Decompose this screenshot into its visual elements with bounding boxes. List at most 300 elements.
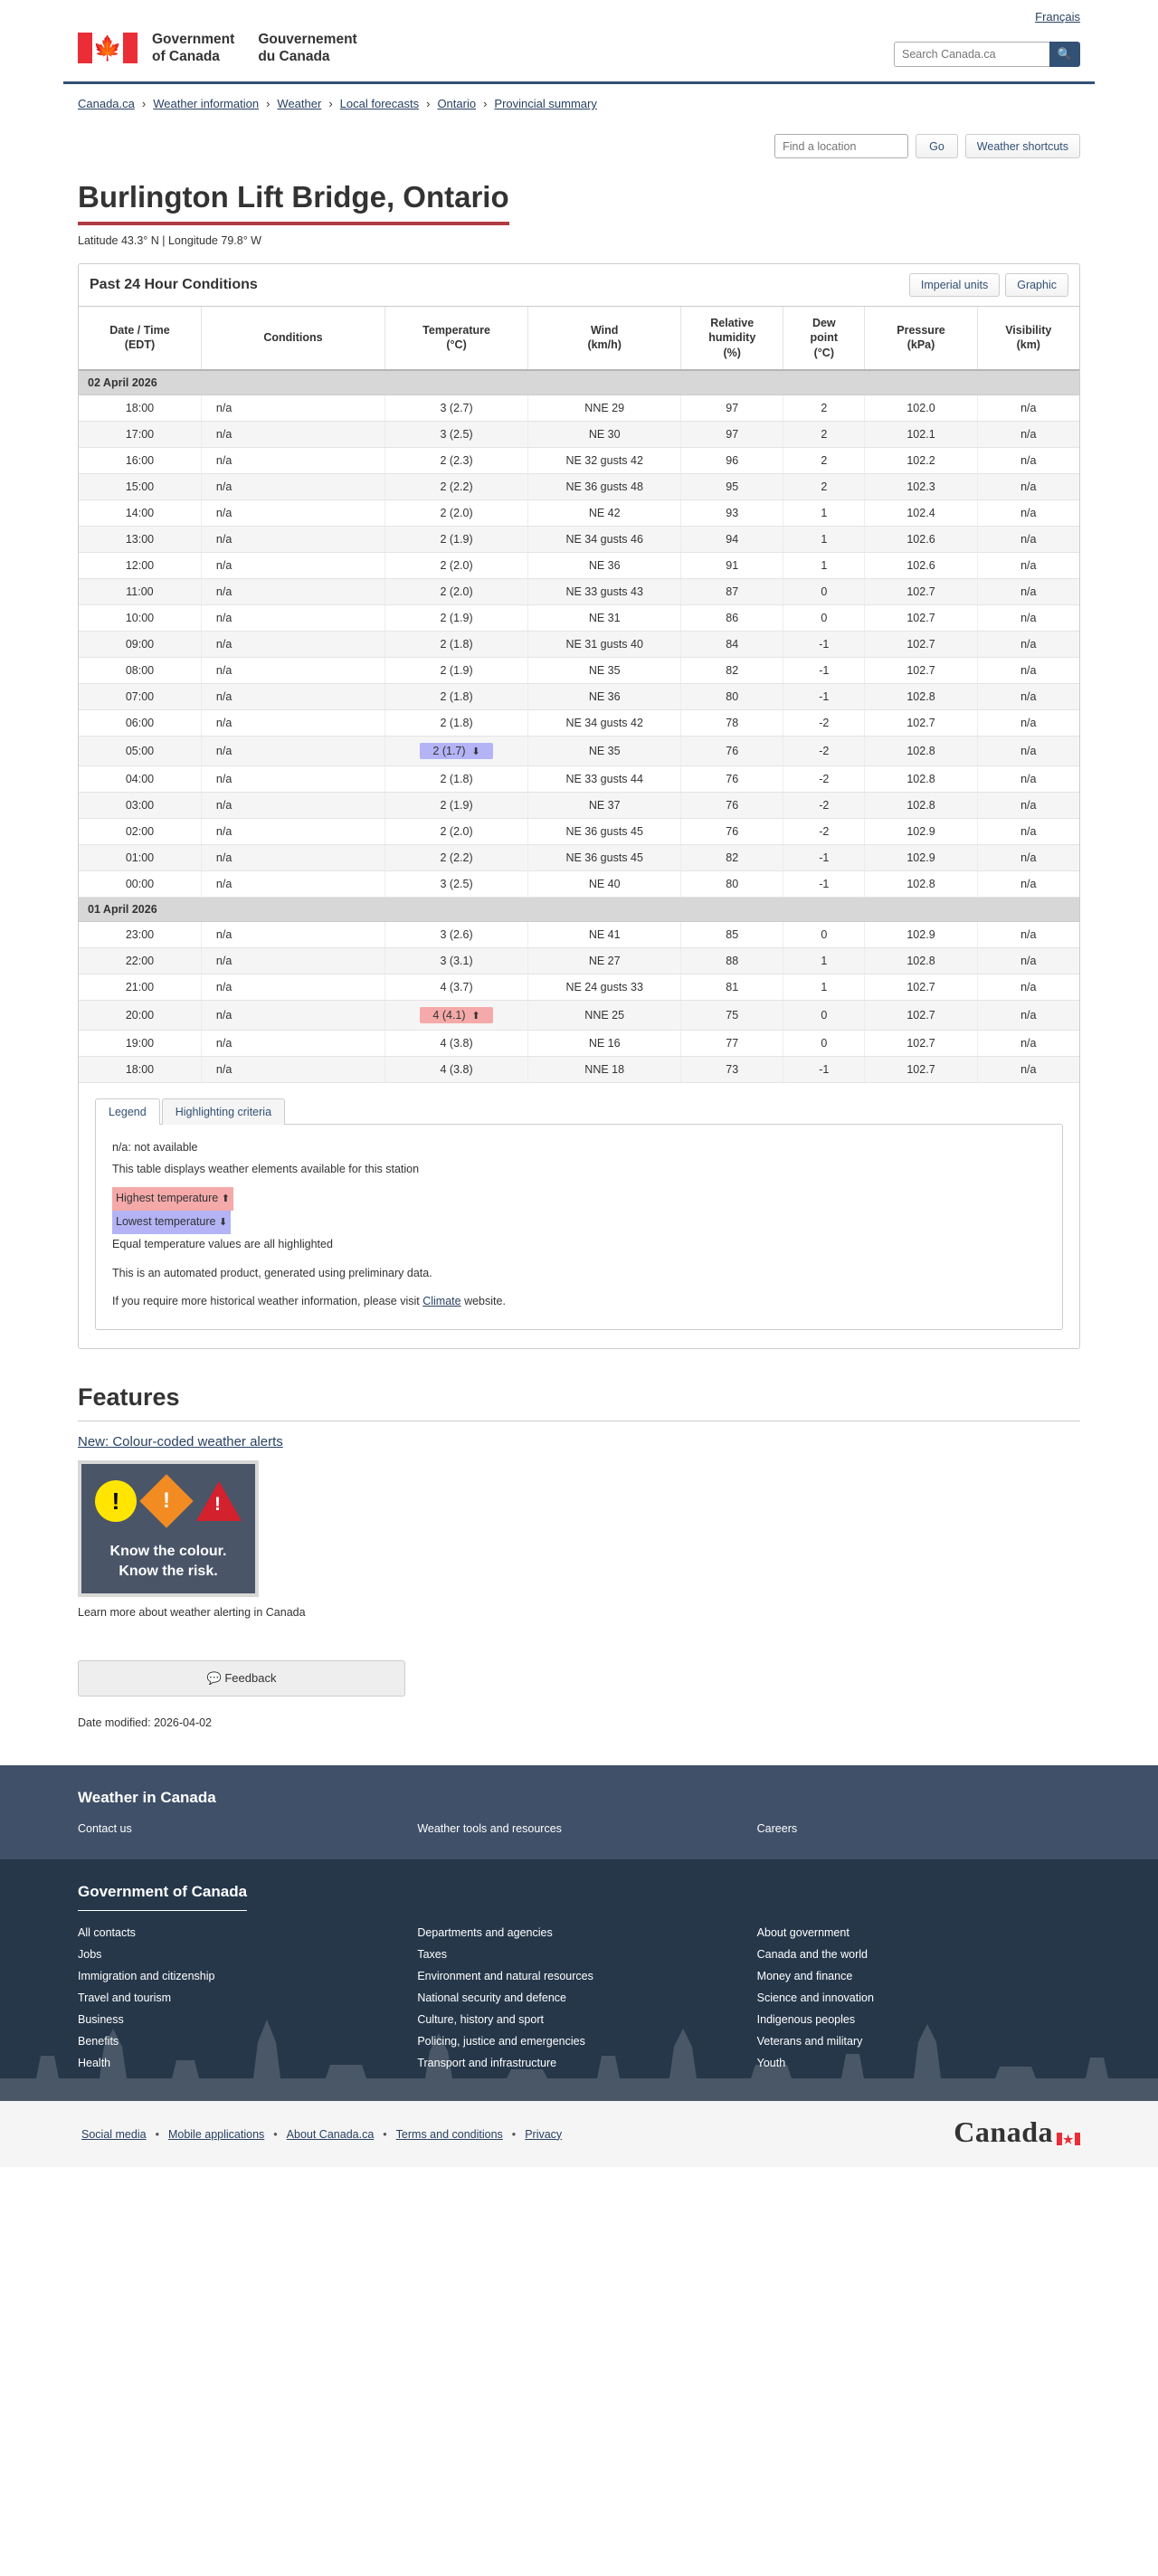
breadcrumb-link-provincial-summary[interactable]: › Provincial summary — [494, 97, 597, 110]
feedback-label: Feedback — [224, 1671, 277, 1686]
search-button[interactable] — [1049, 42, 1080, 67]
cell-pressure: 102.9 — [865, 818, 977, 844]
table-row — [79, 818, 1079, 844]
table-row — [79, 447, 1079, 473]
cell-pressure: 102.8 — [865, 683, 977, 709]
cell-conditions: n/a — [201, 578, 384, 604]
cell-dewpoint: 0 — [783, 1000, 865, 1030]
cell-temperature: 2 (2.0) — [385, 499, 528, 526]
table-head — [79, 307, 1079, 370]
column-header-visibility: Visibility (km) — [977, 307, 1079, 370]
cell-wind: NE 30 — [528, 421, 681, 447]
cell-conditions: n/a — [201, 499, 384, 526]
footer-link-departments[interactable]: Departments and agencies — [417, 1926, 553, 1940]
cell-humidity: 96 — [681, 447, 783, 473]
cell-temperature: 2 (1.9) — [385, 526, 528, 552]
cell-datetime: 17:00 — [79, 421, 201, 447]
table-row — [79, 499, 1079, 526]
cell-dewpoint: -2 — [783, 709, 865, 736]
arrow-down-icon: ⬇ — [218, 1217, 228, 1228]
cell-datetime: 07:00 — [79, 683, 201, 709]
cell-conditions: n/a — [201, 818, 384, 844]
breadcrumb-link-canada[interactable]: Canada.ca — [78, 97, 135, 110]
cell-visibility: n/a — [977, 683, 1079, 709]
footer-link-benefits[interactable]: Benefits — [78, 2035, 119, 2048]
footer-link-culture[interactable]: Culture, history and sport — [417, 2013, 544, 2027]
table-row — [79, 394, 1079, 421]
footer-link-national-security[interactable]: National security and defence — [417, 1991, 567, 2005]
cell-visibility: n/a — [977, 657, 1079, 683]
table-date-group-row — [79, 370, 1079, 395]
promo-text — [90, 1542, 246, 1581]
legend-tabs — [95, 1098, 1063, 1124]
cell-visibility: n/a — [977, 709, 1079, 736]
cell-dewpoint: 0 — [783, 1030, 865, 1056]
cell-temperature: 3 (2.7) — [385, 394, 528, 421]
legend-low-row — [112, 1211, 1046, 1234]
site-header — [63, 24, 1095, 81]
arrow-up-icon: ⬆ — [221, 1193, 230, 1205]
cell-visibility: n/a — [977, 1030, 1079, 1056]
legend-climate-line — [112, 1291, 1046, 1313]
cell-temperature: 2 (1.8) — [385, 765, 528, 792]
breadcrumb-item — [419, 97, 476, 110]
footer-link-transport[interactable]: Transport and infrastructure — [417, 2057, 557, 2070]
cell-conditions: n/a — [201, 604, 384, 631]
table-date-label: 02 April 2026 — [79, 370, 1079, 395]
cell-humidity: 85 — [681, 921, 783, 947]
breadcrumb-link-weather-information[interactable]: › Weather information — [153, 97, 260, 110]
cell-datetime: 18:00 — [79, 1056, 201, 1082]
cell-humidity: 75 — [681, 1000, 783, 1030]
legend-climate-post: website. — [460, 1295, 506, 1308]
cell-temperature: 2 (1.8) — [385, 709, 528, 736]
cell-pressure: 102.0 — [865, 394, 977, 421]
cell-temperature: 4 (3.8) — [385, 1056, 528, 1082]
cell-dewpoint: -1 — [783, 683, 865, 709]
cell-wind: NE 32 gusts 42 — [528, 447, 681, 473]
cell-visibility: n/a — [977, 818, 1079, 844]
cell-pressure: 102.8 — [865, 947, 977, 974]
legend-low-chip: Lowest temperature ⬇ — [112, 1211, 231, 1234]
cell-humidity: 84 — [681, 631, 783, 657]
government-wordmark — [152, 31, 357, 66]
footer-government-links — [78, 1922, 1080, 2074]
cell-conditions: n/a — [201, 526, 384, 552]
cell-visibility: n/a — [977, 947, 1079, 974]
feedback-button[interactable] — [78, 1660, 405, 1697]
cell-datetime: 06:00 — [79, 709, 201, 736]
cell-temperature: 3 (2.5) — [385, 870, 528, 897]
cell-datetime: 12:00 — [79, 552, 201, 578]
breadcrumb-item — [476, 97, 597, 110]
footer-link-terms[interactable]: Terms and conditions — [395, 2127, 503, 2141]
cell-datetime: 13:00 — [79, 526, 201, 552]
cell-pressure: 102.4 — [865, 499, 977, 526]
column-header-humidity: Relative humidity (%) — [681, 307, 783, 370]
cell-humidity: 76 — [681, 765, 783, 792]
breadcrumb-link-ontario[interactable]: › Ontario — [437, 97, 477, 110]
footer-link-science[interactable]: Science and innovation — [756, 1991, 874, 2005]
table-row — [79, 974, 1079, 1000]
cell-temperature: 3 (3.1) — [385, 947, 528, 974]
cell-temperature: 2 (1.8) — [385, 631, 528, 657]
canada-wordmark-text: Canada — [954, 2115, 1053, 2149]
footer-link-indigenous[interactable]: Indigenous peoples — [756, 2013, 856, 2027]
table-row — [79, 1056, 1079, 1082]
footer-column-1 — [78, 1922, 401, 2074]
footer-link-all-contacts[interactable]: All contacts — [78, 1926, 136, 1940]
cell-humidity: 91 — [681, 552, 783, 578]
cell-pressure: 102.7 — [865, 604, 977, 631]
cell-pressure: 102.3 — [865, 473, 977, 499]
breadcrumb-link-weather[interactable]: › Weather — [277, 97, 322, 110]
table-row — [79, 736, 1079, 765]
legend-high-row — [112, 1187, 1046, 1211]
table-row — [79, 631, 1079, 657]
cell-pressure: 102.7 — [865, 631, 977, 657]
footer-link-careers[interactable]: Careers — [756, 1822, 798, 1836]
footer-column-2 — [417, 1922, 740, 2074]
cell-datetime: 00:00 — [79, 870, 201, 897]
cell-dewpoint: 2 — [783, 394, 865, 421]
cell-dewpoint: 2 — [783, 421, 865, 447]
page-title: Burlington Lift Bridge, Ontario — [78, 180, 509, 225]
table-row — [79, 421, 1079, 447]
footer-link-immigration[interactable]: Immigration and citizenship — [78, 1970, 215, 1983]
table-row — [79, 604, 1079, 631]
cell-humidity: 97 — [681, 394, 783, 421]
footer-link-contact-us[interactable]: Contact us — [78, 1822, 132, 1836]
table-date-label: 01 April 2026 — [79, 897, 1079, 921]
climate-link[interactable]: Climate — [422, 1295, 461, 1308]
table-row — [79, 552, 1079, 578]
legend-high-chip: Highest temperature ⬆ — [112, 1187, 233, 1211]
cell-visibility: n/a — [977, 394, 1079, 421]
cell-humidity: 76 — [681, 818, 783, 844]
cell-temperature: 2 (2.2) — [385, 473, 528, 499]
tab-highlighting-criteria[interactable]: Highlighting criteria — [162, 1098, 285, 1125]
footer-weather-heading: Weather in Canada — [78, 1789, 216, 1807]
cell-datetime: 14:00 — [79, 499, 201, 526]
cell-dewpoint: -2 — [783, 792, 865, 818]
brand-block — [78, 31, 357, 66]
breadcrumb-item — [135, 97, 259, 110]
cell-conditions: n/a — [201, 1056, 384, 1082]
cell-dewpoint: -2 — [783, 818, 865, 844]
canada-wordmark — [954, 2115, 1080, 2153]
cell-conditions: n/a — [201, 1030, 384, 1056]
cell-dewpoint: 1 — [783, 552, 865, 578]
cell-visibility: n/a — [977, 631, 1079, 657]
cell-wind: NE 42 — [528, 499, 681, 526]
cell-humidity: 86 — [681, 604, 783, 631]
location-search-input[interactable] — [774, 134, 908, 158]
cell-dewpoint: 1 — [783, 947, 865, 974]
cell-conditions: n/a — [201, 921, 384, 947]
column-header-datetime: Date / Time (EDT) — [79, 307, 201, 370]
cell-datetime: 11:00 — [79, 578, 201, 604]
cell-humidity: 81 — [681, 974, 783, 1000]
cell-temperature: 2 (1.9) — [385, 604, 528, 631]
table-row — [79, 578, 1079, 604]
yellow-alert-icon: ! — [95, 1480, 137, 1522]
footer-link-mobile-applications[interactable]: Mobile applications — [167, 2127, 265, 2141]
coordinates-text: Latitude 43.3° N | Longitude 79.8° W — [78, 234, 261, 247]
table-row — [79, 526, 1079, 552]
promo-line-2: Know the risk. — [119, 1563, 218, 1579]
location-go-button[interactable]: Go — [916, 134, 958, 158]
cell-humidity: 87 — [681, 578, 783, 604]
search-icon: 🔍 — [1057, 47, 1073, 61]
table-row — [79, 473, 1079, 499]
search-input[interactable] — [894, 42, 1049, 67]
table-row — [79, 657, 1079, 683]
cell-datetime: 18:00 — [79, 394, 201, 421]
cell-humidity: 78 — [681, 709, 783, 736]
cell-pressure: 102.9 — [865, 921, 977, 947]
cell-datetime: 15:00 — [79, 473, 201, 499]
cell-dewpoint: -1 — [783, 844, 865, 870]
cell-visibility: n/a — [977, 473, 1079, 499]
cell-wind: NE 37 — [528, 792, 681, 818]
legend-climate-pre: If you require more historical weather information, please visit — [112, 1295, 423, 1308]
cell-pressure: 102.2 — [865, 447, 977, 473]
table-row — [79, 709, 1079, 736]
cell-humidity: 76 — [681, 792, 783, 818]
cell-pressure: 102.7 — [865, 1056, 977, 1082]
cell-dewpoint: 1 — [783, 526, 865, 552]
legend-panel — [95, 1124, 1063, 1330]
cell-pressure: 102.7 — [865, 1030, 977, 1056]
footer-link-about-canada-ca[interactable]: About Canada.ca — [286, 2127, 375, 2141]
table-body — [79, 370, 1079, 1083]
cell-dewpoint: 0 — [783, 921, 865, 947]
cell-visibility: n/a — [977, 526, 1079, 552]
cell-wind: NE 31 gusts 40 — [528, 631, 681, 657]
cell-dewpoint: 0 — [783, 604, 865, 631]
cell-wind: NE 27 — [528, 947, 681, 974]
cell-wind: NE 34 gusts 42 — [528, 709, 681, 736]
cell-pressure: 102.7 — [865, 657, 977, 683]
cell-temperature: 3 (2.5) — [385, 421, 528, 447]
cell-wind: NE 41 — [528, 921, 681, 947]
column-header-conditions: Conditions — [201, 307, 384, 370]
cell-wind: NNE 25 — [528, 1000, 681, 1030]
weather-shortcuts-button[interactable]: Weather shortcuts — [965, 134, 1080, 158]
cell-visibility: n/a — [977, 552, 1079, 578]
footer-link-taxes[interactable]: Taxes — [417, 1948, 447, 1962]
footer-link-travel[interactable]: Travel and tourism — [78, 1991, 172, 2005]
canada-flag-icon-small — [1057, 2119, 1080, 2153]
table-row — [79, 792, 1079, 818]
cell-visibility: n/a — [977, 736, 1079, 765]
footer-link-money[interactable]: Money and finance — [756, 1970, 853, 1983]
footer-link-health[interactable]: Health — [78, 2057, 111, 2070]
cell-humidity: 80 — [681, 870, 783, 897]
cell-wind: NE 36 gusts 45 — [528, 818, 681, 844]
cell-pressure: 102.7 — [865, 578, 977, 604]
orange-alert-icon: ! — [139, 1474, 193, 1527]
table-row — [79, 844, 1079, 870]
cell-wind: NE 35 — [528, 736, 681, 765]
cell-dewpoint: 1 — [783, 974, 865, 1000]
cell-pressure: 102.1 — [865, 421, 977, 447]
column-header-temperature: Temperature (°C) — [385, 307, 528, 370]
cell-pressure: 102.7 — [865, 974, 977, 1000]
panel-header — [79, 264, 1079, 307]
cell-pressure: 102.8 — [865, 736, 977, 765]
breadcrumb-item — [78, 97, 135, 110]
cell-pressure: 102.9 — [865, 844, 977, 870]
conditions-table — [79, 307, 1079, 1083]
cell-wind: NE 40 — [528, 870, 681, 897]
legend-na-text: n/a: not available — [112, 1140, 198, 1154]
cell-datetime: 08:00 — [79, 657, 201, 683]
footer-link-social-media[interactable]: Social media — [81, 2127, 147, 2141]
cell-temperature: 2 (2.3) — [385, 447, 528, 473]
footer-bottom-bar — [0, 2101, 1158, 2167]
column-header-dewpoint: Dew point (°C) — [783, 307, 865, 370]
cell-datetime: 03:00 — [79, 792, 201, 818]
cell-humidity: 77 — [681, 1030, 783, 1056]
cell-temperature: 2 (1.9) — [385, 792, 528, 818]
promo-icons — [90, 1480, 246, 1522]
cell-conditions: n/a — [201, 709, 384, 736]
cell-temperature: 4 (4.1) ⬆ — [385, 1000, 528, 1030]
cell-datetime: 22:00 — [79, 947, 201, 974]
feature-link-colour-coded-alerts[interactable]: New: Colour-coded weather alerts — [78, 1434, 283, 1450]
cell-dewpoint: -1 — [783, 870, 865, 897]
cell-dewpoint: 2 — [783, 473, 865, 499]
cell-wind: NE 33 gusts 44 — [528, 765, 681, 792]
cell-conditions: n/a — [201, 736, 384, 765]
cell-conditions: n/a — [201, 844, 384, 870]
cell-temperature: 2 (2.0) — [385, 818, 528, 844]
cell-datetime: 04:00 — [79, 765, 201, 792]
cell-dewpoint: -1 — [783, 631, 865, 657]
cell-pressure: 102.8 — [865, 765, 977, 792]
footer-link-canada-world[interactable]: Canada and the world — [756, 1948, 868, 1962]
cell-humidity: 97 — [681, 421, 783, 447]
graphic-view-button[interactable]: Graphic — [1005, 273, 1068, 297]
footer-link-youth[interactable]: Youth — [756, 2057, 786, 2070]
cell-visibility: n/a — [977, 1000, 1079, 1030]
cell-datetime: 16:00 — [79, 447, 201, 473]
cell-temperature: 4 (3.7) — [385, 974, 528, 1000]
main-content — [63, 114, 1095, 1729]
footer-link-environment[interactable]: Environment and natural resources — [417, 1970, 593, 1983]
footer-link-business[interactable]: Business — [78, 2013, 124, 2027]
cell-temperature: 2 (2.2) — [385, 844, 528, 870]
cell-dewpoint: 0 — [783, 578, 865, 604]
cell-conditions: n/a — [201, 473, 384, 499]
features-heading: Features — [78, 1383, 1080, 1421]
cell-conditions: n/a — [201, 552, 384, 578]
promo-card[interactable] — [78, 1460, 259, 1597]
footer-bottom-links: Social media • Mobile applications • About Canada.ca • Terms and conditions • Privacy — [81, 2127, 563, 2141]
legend-section — [79, 1083, 1079, 1348]
cell-temperature: 2 (1.7) ⬇ — [385, 736, 528, 765]
cell-wind: NE 16 — [528, 1030, 681, 1056]
cell-visibility: n/a — [977, 1056, 1079, 1082]
footer-link-privacy[interactable]: Privacy — [525, 2127, 563, 2141]
imperial-units-button[interactable]: Imperial units — [909, 273, 1000, 297]
cell-conditions: n/a — [201, 1000, 384, 1030]
breadcrumb-item — [321, 97, 419, 110]
cell-humidity: 82 — [681, 657, 783, 683]
table-row — [79, 1000, 1079, 1030]
cell-visibility: n/a — [977, 974, 1079, 1000]
cell-datetime: 23:00 — [79, 921, 201, 947]
cell-temperature: 4 (3.8) — [385, 1030, 528, 1056]
cell-pressure: 102.6 — [865, 552, 977, 578]
column-header-pressure: Pressure (kPa) — [865, 307, 977, 370]
cell-humidity: 88 — [681, 947, 783, 974]
cell-pressure: 102.7 — [865, 1000, 977, 1030]
cell-conditions: n/a — [201, 870, 384, 897]
wordmark-en: Government of Canada — [152, 32, 235, 65]
language-toggle-link[interactable]: Français — [1035, 10, 1080, 24]
cell-datetime: 02:00 — [79, 818, 201, 844]
comment-icon: 💬 — [206, 1671, 222, 1686]
cell-conditions: n/a — [201, 792, 384, 818]
cell-temperature: 2 (1.8) — [385, 683, 528, 709]
past-24-hour-panel — [78, 263, 1080, 1349]
footer-link-jobs[interactable]: Jobs — [78, 1948, 102, 1962]
legend-elements-text: This table displays weather elements available for this station — [112, 1162, 420, 1175]
footer-link-policing[interactable]: Policing, justice and emergencies — [417, 2035, 585, 2048]
cell-temperature: 2 (2.0) — [385, 578, 528, 604]
cell-temperature: 2 (1.9) — [385, 657, 528, 683]
cell-datetime: 09:00 — [79, 631, 201, 657]
wordmark-fr: Gouvernement du Canada — [258, 32, 357, 65]
footer-link-about-government[interactable]: About government — [756, 1926, 850, 1940]
table-row — [79, 683, 1079, 709]
footer-link-veterans[interactable]: Veterans and military — [756, 2035, 863, 2048]
cell-conditions: n/a — [201, 421, 384, 447]
cell-wind: NE 36 gusts 48 — [528, 473, 681, 499]
cell-dewpoint: -2 — [783, 765, 865, 792]
cell-humidity: 95 — [681, 473, 783, 499]
cell-dewpoint: 2 — [783, 447, 865, 473]
cell-visibility: n/a — [977, 499, 1079, 526]
breadcrumb-item — [259, 97, 321, 110]
cell-wind: NE 35 — [528, 657, 681, 683]
cell-conditions: n/a — [201, 974, 384, 1000]
cell-humidity: 93 — [681, 499, 783, 526]
canada-flag-icon: 🍁 — [78, 33, 138, 63]
breadcrumb-link-local-forecasts[interactable]: › Local forecasts — [339, 97, 420, 110]
footer-weather-links — [78, 1818, 1080, 1839]
cell-datetime: 21:00 — [79, 974, 201, 1000]
cell-visibility: n/a — [977, 870, 1079, 897]
cell-wind: NNE 29 — [528, 394, 681, 421]
site-search — [894, 42, 1080, 67]
cell-visibility: n/a — [977, 421, 1079, 447]
footer-link-weather-tools[interactable]: Weather tools and resources — [417, 1822, 562, 1836]
cell-wind: NE 31 — [528, 604, 681, 631]
cell-datetime: 19:00 — [79, 1030, 201, 1056]
table-row — [79, 870, 1079, 897]
panel-title: Past 24 Hour Conditions — [90, 277, 258, 292]
language-bar — [63, 0, 1095, 24]
tab-legend[interactable]: Legend — [95, 1098, 160, 1125]
cell-humidity: 80 — [681, 683, 783, 709]
cell-visibility: n/a — [977, 604, 1079, 631]
cell-wind: NE 36 gusts 45 — [528, 844, 681, 870]
cell-wind: NE 24 gusts 33 — [528, 974, 681, 1000]
